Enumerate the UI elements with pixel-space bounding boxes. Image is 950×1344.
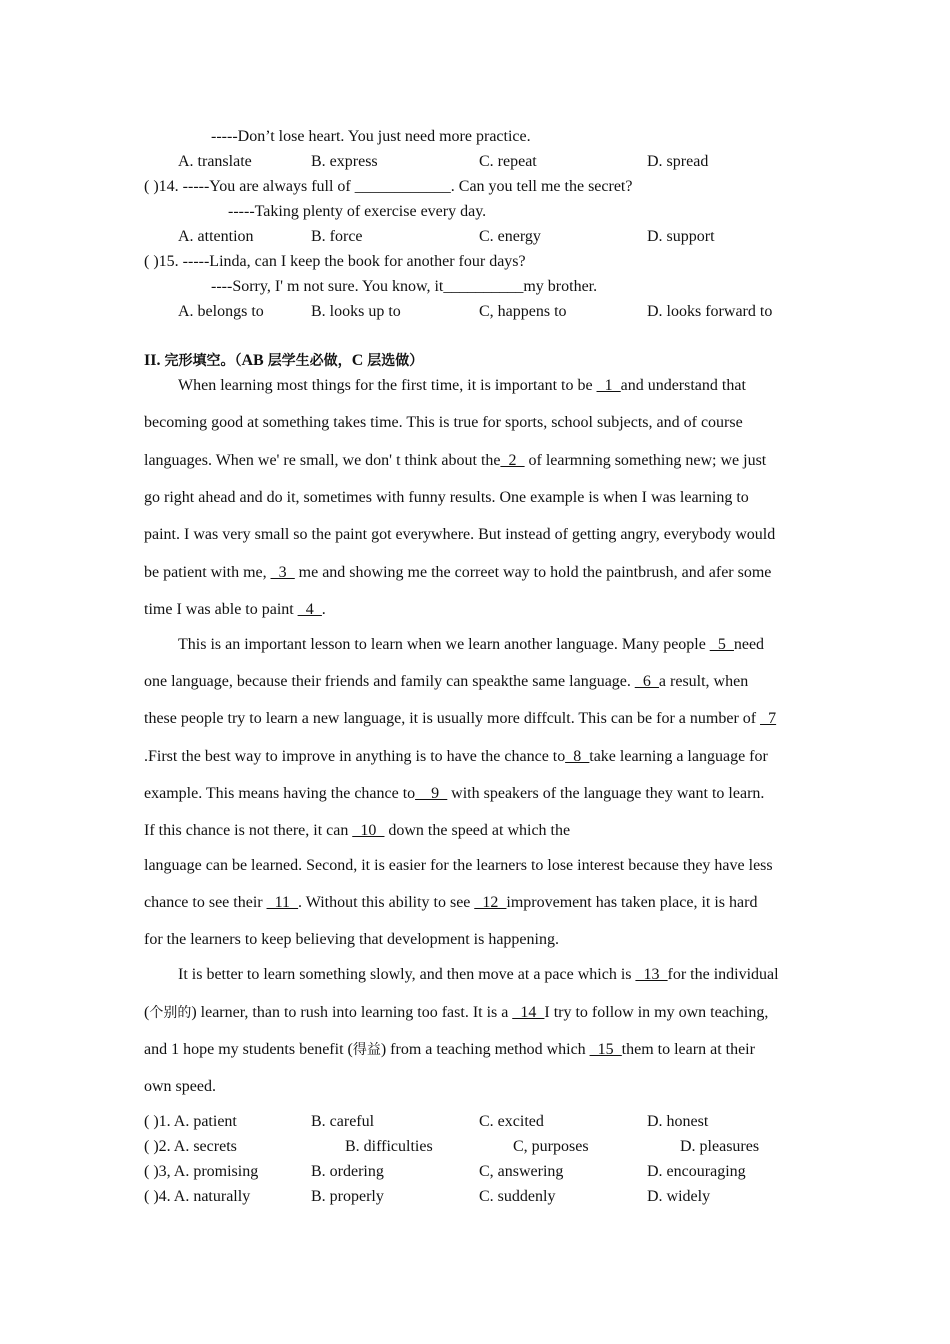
text-run: I try to follow in my own teaching,	[544, 1004, 769, 1021]
text-run: improvement has taken place, it is hard	[506, 894, 758, 911]
q14-blank: ____________	[354, 178, 451, 195]
text-run: down the speed at which the	[384, 822, 571, 839]
blank-2: _2_	[500, 452, 525, 469]
blank-14: _14_	[512, 1004, 545, 1021]
text-run: me and showing me the correet way to hold the paintbrush, and afer some	[294, 564, 772, 581]
text-run: becoming good at something takes time. This is true for sports, school subjects, and of course	[144, 414, 743, 431]
passage-line	[144, 488, 749, 508]
option-c: C. suddenly	[479, 1188, 556, 1205]
passage-line	[178, 965, 779, 985]
text-run: these people try to learn a new language, it is usually more diffcult. This can be for a number of	[144, 710, 761, 727]
passage-line	[144, 525, 775, 545]
q15-reply	[211, 277, 597, 297]
q13-option-b: B. express	[311, 153, 378, 170]
text-run: for the learners to keep believing that development is happening.	[144, 931, 559, 948]
text-run: When learning most things for the first time, it is important to be	[178, 377, 597, 394]
text-run: one language, because their friends and family can speakthe same language.	[144, 673, 635, 690]
q13-option-a: A. translate	[178, 153, 252, 170]
text-run: be patient with me,	[144, 564, 271, 581]
text-run: ) learner, than to rush into learning too fast. It is a	[191, 1004, 513, 1021]
question-label: ( )4. A. naturally	[144, 1188, 251, 1205]
text-run: with speakers of the language they want to learn.	[447, 785, 765, 802]
blank-11: _11_	[266, 894, 299, 911]
option-d: D. widely	[647, 1188, 711, 1205]
q15-prompt: ( )15. -----Linda, can I keep the book for another four days?	[144, 253, 526, 270]
option-c: C, answering	[479, 1163, 564, 1180]
text-run: go right ahead and do it, sometimes with funny results. One example is when I was learning to	[144, 489, 749, 506]
passage-line	[144, 563, 771, 583]
q14-reply: -----Taking plenty of exercise every day.	[228, 203, 487, 220]
q13-reply: -----Don’t lose heart. You just need more practice.	[211, 128, 531, 145]
q14-option-d: D. support	[647, 228, 715, 245]
option-b: B. properly	[311, 1188, 384, 1205]
question-label: ( )1. A. patient	[144, 1113, 237, 1130]
passage-line	[144, 930, 559, 950]
text-run: languages. When we' re small, we don' t think about the	[144, 452, 501, 469]
text-run: a result, when	[658, 673, 749, 690]
passage-line	[144, 1003, 768, 1023]
heading-cn-2: 层学生必做，	[267, 353, 352, 369]
blank-1: _1_	[596, 377, 621, 394]
q13-option-c: C. repeat	[479, 153, 537, 170]
q15-option-c: C, happens to	[479, 303, 567, 320]
option-c: C, purposes	[513, 1138, 589, 1155]
text-run: take learning a language for	[589, 748, 768, 765]
passage-line	[144, 413, 743, 433]
blank-6: _6_	[634, 673, 659, 690]
passage-line	[144, 709, 776, 729]
blank-15: _15_	[589, 1041, 622, 1058]
passage-line	[178, 635, 764, 655]
text-run: If this chance is not there, it can	[144, 822, 353, 839]
text-run: .	[321, 601, 326, 618]
text-run: . Without this ability to see	[298, 894, 475, 911]
option-d: D. encouraging	[647, 1163, 746, 1180]
text-run: them to learn at their	[621, 1041, 755, 1058]
blank-5: _5_	[709, 636, 734, 653]
q14-prefix: ( )14. -----You are always full of	[144, 178, 355, 195]
blank-8: _8_	[565, 748, 590, 765]
option-d: D. pleasures	[680, 1138, 760, 1155]
heading-cn-3: 层选做）	[367, 353, 424, 369]
passage-line	[144, 451, 766, 471]
passage-line	[144, 784, 764, 804]
text-run: own speed.	[144, 1078, 216, 1095]
q14-option-c: C. energy	[479, 228, 541, 245]
text-run: language can be learned. Second, it is easier for the learners to lose interest because they have less	[144, 857, 773, 874]
q14-option-b: B. force	[311, 228, 363, 245]
passage-line	[144, 856, 773, 876]
text-run: .First the best way to improve in anything is to have the chance to	[144, 748, 566, 765]
text-run: paint. I was very small so the paint got everywhere. But instead of getting angry, everybody would	[144, 526, 776, 543]
passage-line	[144, 1077, 216, 1097]
heading-cn-1: 完形填空。（	[164, 353, 242, 369]
passage-line	[144, 893, 757, 913]
q15-option-a: A. belongs to	[178, 303, 264, 320]
q13-option-d: D. spread	[647, 153, 709, 170]
heading-roman: II.	[144, 352, 165, 369]
text-run: and 1 hope my students benefit (	[144, 1041, 353, 1058]
heading-c: C	[351, 352, 368, 369]
option-c: C. excited	[479, 1113, 544, 1130]
cn-gloss: 得益	[352, 1042, 381, 1058]
text-run: This is an important lesson to learn when we learn another language. Many people	[178, 636, 710, 653]
text-run: chance to see their	[144, 894, 267, 911]
question-label: ( )2. A. secrets	[144, 1138, 237, 1155]
text-run: and understand that	[620, 377, 746, 394]
q15-blank: __________	[443, 278, 524, 295]
passage-line	[144, 672, 748, 692]
text-run: for the individual	[667, 966, 779, 983]
q14-suffix: . Can you tell me the secret?	[450, 178, 633, 195]
passage-line	[144, 747, 768, 767]
q15-reply-suffix: my brother.	[523, 278, 598, 295]
blank-7: _7	[760, 710, 777, 727]
text-run: (	[144, 1004, 150, 1021]
question-label: ( )3, A. promising	[144, 1163, 259, 1180]
q14-option-a: A. attention	[178, 228, 254, 245]
blank-13: _13_	[635, 966, 668, 983]
blank-3: _3_	[270, 564, 295, 581]
blank-12: _12_	[474, 894, 507, 911]
option-b: B. careful	[311, 1113, 375, 1130]
blank-10: _10_	[352, 822, 385, 839]
q15-option-b: B. looks up to	[311, 303, 401, 320]
text-run: It is better to learn something slowly, and then move at a pace which is	[178, 966, 636, 983]
option-b: B. ordering	[311, 1163, 384, 1180]
q14-prompt	[144, 177, 632, 197]
q15-reply-prefix: ----Sorry, I' m not sure. You know, it	[211, 278, 444, 295]
passage-line	[178, 376, 746, 396]
option-b: B. difficulties	[345, 1138, 433, 1155]
passage-line	[144, 1040, 755, 1060]
section-heading	[144, 351, 423, 371]
passage-line	[144, 821, 570, 841]
cn-gloss: 个别的	[149, 1005, 192, 1021]
heading-ab: AB	[241, 352, 268, 369]
q15-option-d: D. looks forward to	[647, 303, 773, 320]
text-run: of learmning something new; we just	[524, 452, 767, 469]
passage-line	[144, 600, 326, 620]
blank-4: _4_	[297, 601, 322, 618]
text-run: need	[733, 636, 765, 653]
text-run: time I was able to paint	[144, 601, 298, 618]
option-d: D. honest	[647, 1113, 709, 1130]
text-run: ) from a teaching method which	[380, 1041, 590, 1058]
text-run: example. This means having the chance to	[144, 785, 416, 802]
blank-9: __9_	[415, 785, 448, 802]
